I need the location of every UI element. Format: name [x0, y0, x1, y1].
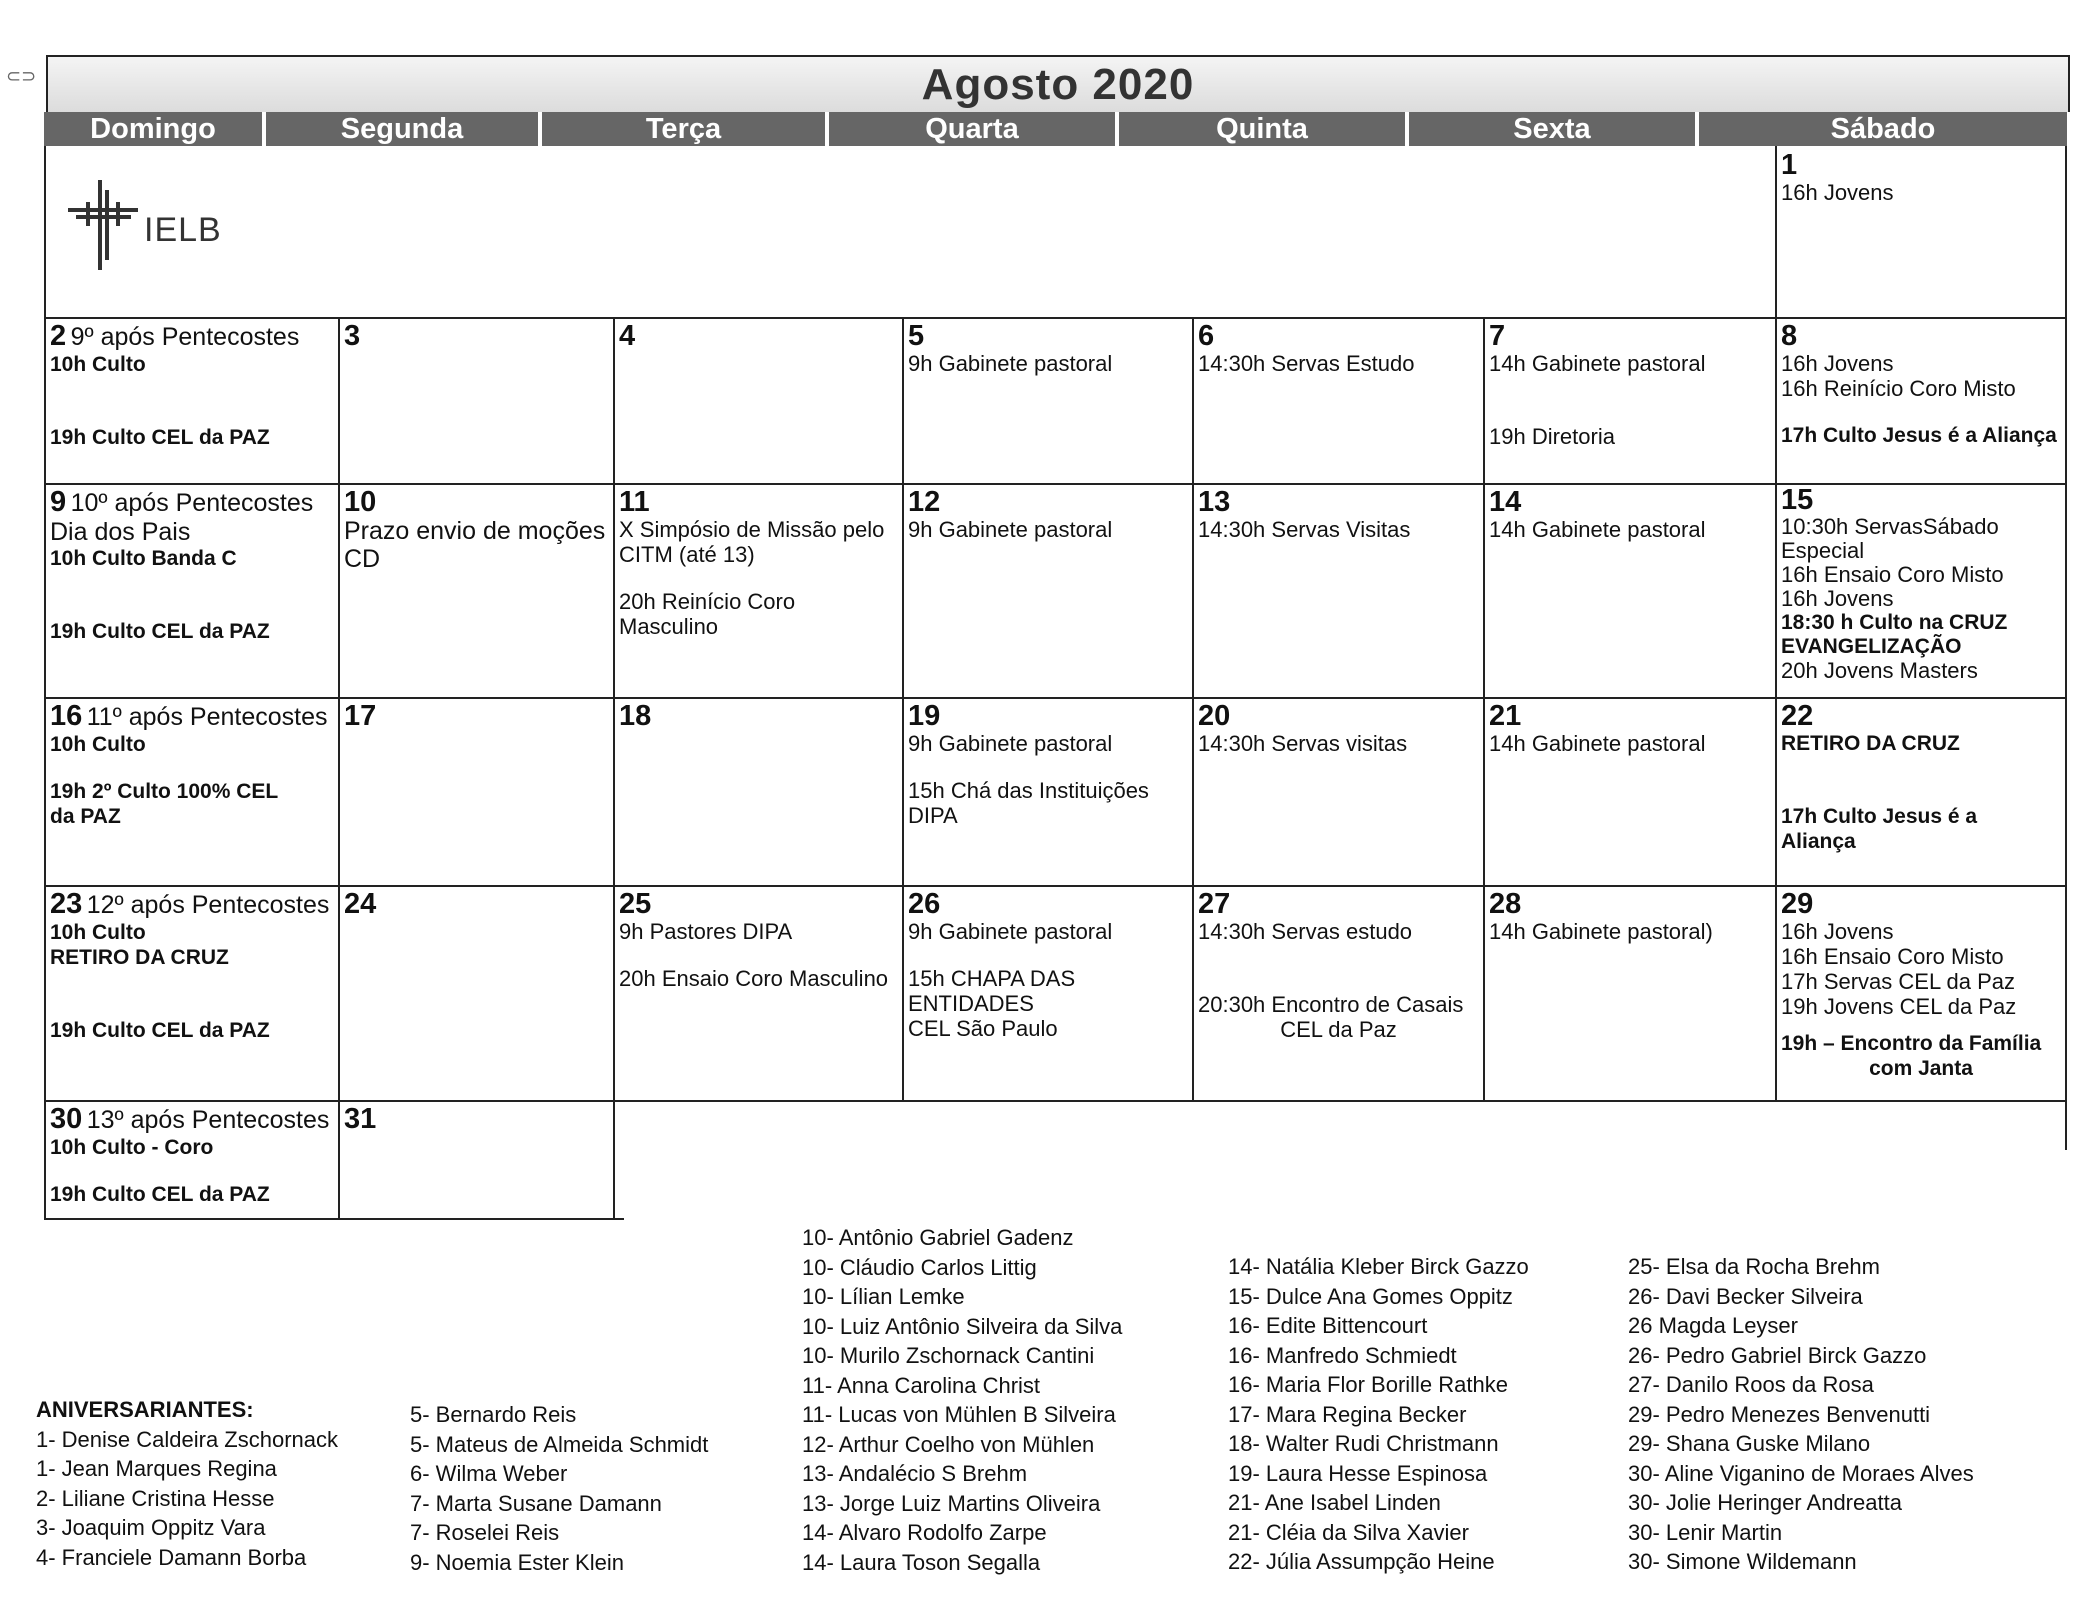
event: 14h Gabinete pastoral	[1489, 517, 1706, 542]
birthday-item: 2- Liliane Cristina Hesse	[36, 1485, 275, 1511]
birthday-item: 29- Shana Guske Milano	[1628, 1431, 1871, 1456]
birthday-item: 29- Pedro Menezes Benvenutti	[1628, 1401, 1931, 1427]
day-number: 1	[1781, 149, 1798, 181]
event: 9h Pastores DIPA	[619, 919, 793, 944]
weekday-header-sexta: Sexta	[1409, 112, 1699, 146]
day-cell-27	[1194, 887, 1483, 1100]
birthday-item: 1- Denise Caldeira Zschornack	[36, 1426, 339, 1452]
day-number: 22	[1781, 700, 1814, 732]
day-cell-26	[904, 887, 1192, 1100]
day-cell-29	[1777, 887, 2065, 1100]
day-number: 12	[908, 486, 941, 518]
event: 14h Gabinete pastoral	[1489, 731, 1706, 756]
event: 10h Culto	[50, 353, 146, 376]
birthday-item: 22- Júlia Assumpção Heine	[1228, 1549, 1495, 1574]
cross-logo-icon	[68, 180, 138, 270]
birthday-item: 11- Lucas von Mühlen B Silveira	[802, 1402, 1116, 1427]
event: 19h Culto CEL da PAZ	[50, 1183, 270, 1206]
day-cell-31	[340, 1102, 613, 1218]
event: 9h Gabinete pastoral	[908, 731, 1113, 756]
event: RETIRO DA CRUZ	[1781, 732, 1960, 755]
event: 16h Reinício Coro Misto	[1781, 376, 2016, 401]
day-number: 20	[1198, 700, 1231, 732]
day-cell-21	[1485, 699, 1775, 885]
day-cell-19	[904, 699, 1192, 885]
event: 17h Culto Jesus é a Aliança	[1781, 424, 2057, 447]
birthday-column-5	[1628, 1252, 1974, 1577]
day-cell-9	[46, 485, 338, 697]
birthday-item: 7- Marta Susane Damann	[410, 1490, 662, 1516]
birthday-item: 1- Jean Marques Regina	[36, 1456, 277, 1481]
day-number: 15	[1781, 485, 1814, 516]
day-number: 18	[619, 700, 652, 732]
event: CEL São Paulo	[908, 1016, 1058, 1041]
birthday-item: 14- Natália Kleber Birck Gazzo	[1228, 1254, 1529, 1279]
event: RETIRO DA CRUZ	[50, 946, 229, 969]
birthday-title: ANIVERSARIANTES:	[36, 1397, 254, 1422]
weekday-header-quinta: Quinta	[1119, 112, 1409, 146]
day-number: 23	[50, 888, 83, 920]
day-number: 21	[1489, 700, 1522, 732]
weekday-header-quarta: Quarta	[829, 112, 1119, 146]
birthday-item: 27- Danilo Roos da Rosa	[1628, 1372, 1874, 1397]
event: 10h Culto Banda C	[50, 547, 237, 570]
birthday-item: 21- Cléia da Silva Xavier	[1228, 1519, 1469, 1545]
day-number: 7	[1489, 320, 1506, 352]
event: Prazo envio de moções CD	[344, 517, 606, 573]
birthday-item: 16- Manfredo Schmiedt	[1228, 1342, 1457, 1368]
event: 16h Jovens	[1781, 919, 1894, 944]
birthday-item: 5- Bernardo Reis	[410, 1402, 577, 1427]
day-cell-15	[1777, 485, 2065, 697]
event: 20h Ensaio Coro Masculino	[619, 966, 889, 991]
event: 19h Culto CEL da PAZ	[50, 620, 270, 643]
birthday-column-4	[1228, 1252, 1529, 1577]
event: 18:30 h Culto na CRUZ EVANGELIZAÇÃO	[1781, 611, 2008, 658]
birthday-item: 7- Roselei Reis	[410, 1520, 560, 1545]
calendar-title: Agosto 2020	[921, 59, 1195, 109]
day-cell-8	[1777, 319, 2065, 483]
birthday-item: 13- Andalécio S Brehm	[802, 1461, 1028, 1486]
day-cell-23	[46, 887, 338, 1100]
day-number: 11	[619, 486, 650, 518]
day-cell-6	[1194, 319, 1483, 483]
birthday-item: 18- Walter Rudi Christmann	[1228, 1431, 1499, 1456]
birthday-item: 11- Anna Carolina Christ	[802, 1372, 1041, 1398]
day-cell-18	[615, 699, 902, 885]
event: com Janta	[1869, 1057, 1973, 1080]
event: 16h Jovens	[1781, 180, 1894, 205]
day-number: 30	[50, 1103, 83, 1135]
event: X Simpósio de Missão pelo CITM (até 13)	[619, 517, 885, 567]
scan-artifact-icon: ⊂⊃	[6, 66, 37, 86]
day-number: 19	[908, 700, 941, 732]
birthday-item: 10- Antônio Gabriel Gadenz	[802, 1225, 1074, 1250]
day-number: 31	[344, 1103, 377, 1135]
birthday-item: 10- Murilo Zschornack Cantini	[802, 1343, 1095, 1368]
event: 19h – Encontro da Família	[1781, 1032, 2042, 1055]
day-number: 2	[50, 320, 67, 352]
logo-text: IELB	[144, 210, 222, 249]
weekday-header-segunda: Segunda	[266, 112, 542, 146]
event: 10:30h ServasSábado Especial	[1781, 514, 1999, 563]
event: 10h Culto	[50, 733, 146, 756]
liturgical-title: 9º após Pentecostes	[70, 323, 300, 351]
event: 14h Gabinete pastoral)	[1489, 919, 1713, 944]
birthday-item: 30- Simone Wildemann	[1628, 1549, 1857, 1574]
event: 9h Gabinete pastoral	[908, 919, 1113, 944]
day-cell-24	[340, 887, 613, 1100]
birthday-item: 26 Magda Leyser	[1628, 1313, 1798, 1338]
day-cell-28	[1485, 887, 1775, 1100]
day-cell-10	[340, 485, 613, 697]
liturgical-title: 12º após Pentecostes	[86, 891, 330, 919]
day-number: 25	[619, 888, 652, 920]
day-cell-5	[904, 319, 1192, 483]
day-cell-16	[46, 699, 338, 885]
day-cell-14	[1485, 485, 1775, 697]
day-number: 4	[619, 320, 636, 352]
event: 16h Jovens	[1781, 351, 1894, 376]
birthday-item: 17- Mara Regina Becker	[1228, 1401, 1467, 1427]
birthday-item: 16- Edite Bittencourt	[1228, 1313, 1428, 1338]
day-cell-1	[1777, 148, 2065, 316]
event: 14:30h Servas estudo	[1198, 919, 1413, 944]
day-number: 6	[1198, 320, 1215, 352]
event: 16h Jovens	[1781, 586, 1894, 611]
birthday-item: 10- Luiz Antônio Silveira da Silva	[802, 1313, 1123, 1339]
birthday-column-2	[410, 1400, 708, 1577]
liturgical-title: 11º após Pentecostes	[86, 703, 328, 731]
event: 15h Chá das Instituições DIPA	[908, 778, 1149, 828]
birthday-item: 5- Mateus de Almeida Schmidt	[410, 1431, 709, 1457]
weekday-header-terca: Terça	[542, 112, 829, 146]
birthday-item: 26- Davi Becker Silveira	[1628, 1283, 1863, 1309]
event: 14:30h Servas Estudo	[1198, 351, 1415, 376]
weekday-header-sabado: Sábado	[1699, 112, 2067, 146]
event: 14:30h Servas Visitas	[1198, 517, 1411, 542]
day-number: 10	[344, 486, 377, 518]
event: 10h Culto	[50, 921, 146, 944]
grid-line	[44, 1218, 624, 1220]
event: 20:30h Encontro de Casais	[1198, 992, 1464, 1017]
day-number: 27	[1198, 888, 1231, 920]
day-number: 17	[344, 700, 377, 732]
day-number: 13	[1198, 486, 1231, 518]
birthday-item: 12- Arthur Coelho von Mühlen	[802, 1431, 1095, 1457]
birthday-item: 26- Pedro Gabriel Birck Gazzo	[1628, 1342, 1927, 1368]
event: 17h Servas CEL da Paz	[1781, 969, 2015, 994]
day-cell-20	[1194, 699, 1483, 885]
calendar-title-bar	[46, 55, 2070, 112]
event: 19h Culto CEL da PAZ	[50, 1019, 270, 1042]
birthday-item: 6- Wilma Weber	[410, 1461, 568, 1486]
birthday-item: 10- Cláudio Carlos Littig	[802, 1254, 1037, 1280]
birthday-column-3	[802, 1223, 1122, 1577]
day-cell-17	[340, 699, 613, 885]
weekday-header-domingo: Domingo	[44, 112, 266, 146]
day-cell-4	[615, 319, 902, 483]
day-cell-11	[615, 485, 902, 697]
event: 14h Gabinete pastoral	[1489, 351, 1706, 376]
day-cell-13	[1194, 485, 1483, 697]
birthday-item: 16- Maria Flor Borille Rathke	[1228, 1372, 1508, 1397]
day-cell-3	[340, 319, 613, 483]
event: 19h Jovens CEL da Paz	[1781, 994, 2017, 1019]
birthday-item: 10- Lílian Lemke	[802, 1284, 965, 1309]
event: 14:30h Servas visitas	[1198, 731, 1408, 756]
birthday-item: 19- Laura Hesse Espinosa	[1228, 1460, 1488, 1486]
birthday-item: 13- Jorge Luiz Martins Oliveira	[802, 1490, 1101, 1516]
day-cell-2	[46, 319, 338, 483]
birthday-item: 3- Joaquim Oppitz Vara	[36, 1515, 266, 1540]
birthday-item: 9- Noemia Ester Klein	[410, 1549, 624, 1575]
event: 17h Culto Jesus é a Aliança	[1781, 805, 1978, 853]
grid-line	[2065, 146, 2067, 1150]
event: 10h Culto - Coro	[50, 1136, 214, 1159]
day-number: 26	[908, 888, 941, 920]
event: 9h Gabinete pastoral	[908, 351, 1113, 376]
birthday-item: 30- Lenir Martin	[1628, 1519, 1783, 1545]
day-number: 24	[344, 888, 377, 920]
day-cell-22	[1777, 699, 2065, 885]
event: 16h Ensaio Coro Misto	[1781, 944, 2004, 969]
liturgical-title: 10º após Pentecostes	[70, 489, 314, 517]
day-number: 16	[50, 700, 83, 732]
calendar	[40, 55, 2067, 1220]
birthday-item: 30- Jolie Heringer Andreatta	[1628, 1490, 1902, 1515]
day-number: 8	[1781, 320, 1798, 352]
day-cell-30	[46, 1102, 338, 1218]
birthday-item: 14- Laura Toson Segalla	[802, 1549, 1041, 1575]
birthday-item: 21- Ane Isabel Linden	[1228, 1490, 1441, 1515]
birthday-item: 25- Elsa da Rocha Brehm	[1628, 1254, 1880, 1279]
event: Dia dos Pais	[50, 518, 191, 546]
event: 16h Ensaio Coro Misto	[1781, 562, 2004, 587]
birthday-item: 15- Dulce Ana Gomes Oppitz	[1228, 1283, 1513, 1309]
birthday-item: 4- Franciele Damann Borba	[36, 1544, 307, 1570]
day-cell-12	[904, 485, 1192, 697]
day-cell-25	[615, 887, 902, 1100]
day-number: 14	[1489, 486, 1522, 518]
day-number: 28	[1489, 888, 1522, 920]
event: CEL da Paz	[1280, 1017, 1397, 1042]
event: 9h Gabinete pastoral	[908, 517, 1113, 542]
birthday-item: 30- Aline Viganino de Moraes Alves	[1628, 1460, 1974, 1486]
event: 19h Diretoria	[1489, 424, 1615, 449]
day-cell-7	[1485, 319, 1775, 483]
event: 20h Reinício Coro Masculino	[619, 589, 796, 639]
birthday-item: 14- Alvaro Rodolfo Zarpe	[802, 1520, 1047, 1545]
event: 19h 2º Culto 100% CEL da PAZ	[50, 780, 278, 828]
day-number: 5	[908, 320, 925, 352]
event: 20h Jovens Masters	[1781, 658, 1978, 683]
birthday-column-1	[36, 1395, 338, 1572]
weekday-header-row	[44, 112, 2067, 146]
day-number: 9	[50, 486, 67, 518]
day-number: 3	[344, 320, 361, 352]
day-number: 29	[1781, 888, 1814, 920]
event: 19h Culto CEL da PAZ	[50, 426, 270, 449]
liturgical-title: 13º após Pentecostes	[86, 1106, 330, 1134]
ielb-logo	[68, 180, 222, 270]
event: 15h CHAPA DAS ENTIDADES	[908, 966, 1076, 1016]
